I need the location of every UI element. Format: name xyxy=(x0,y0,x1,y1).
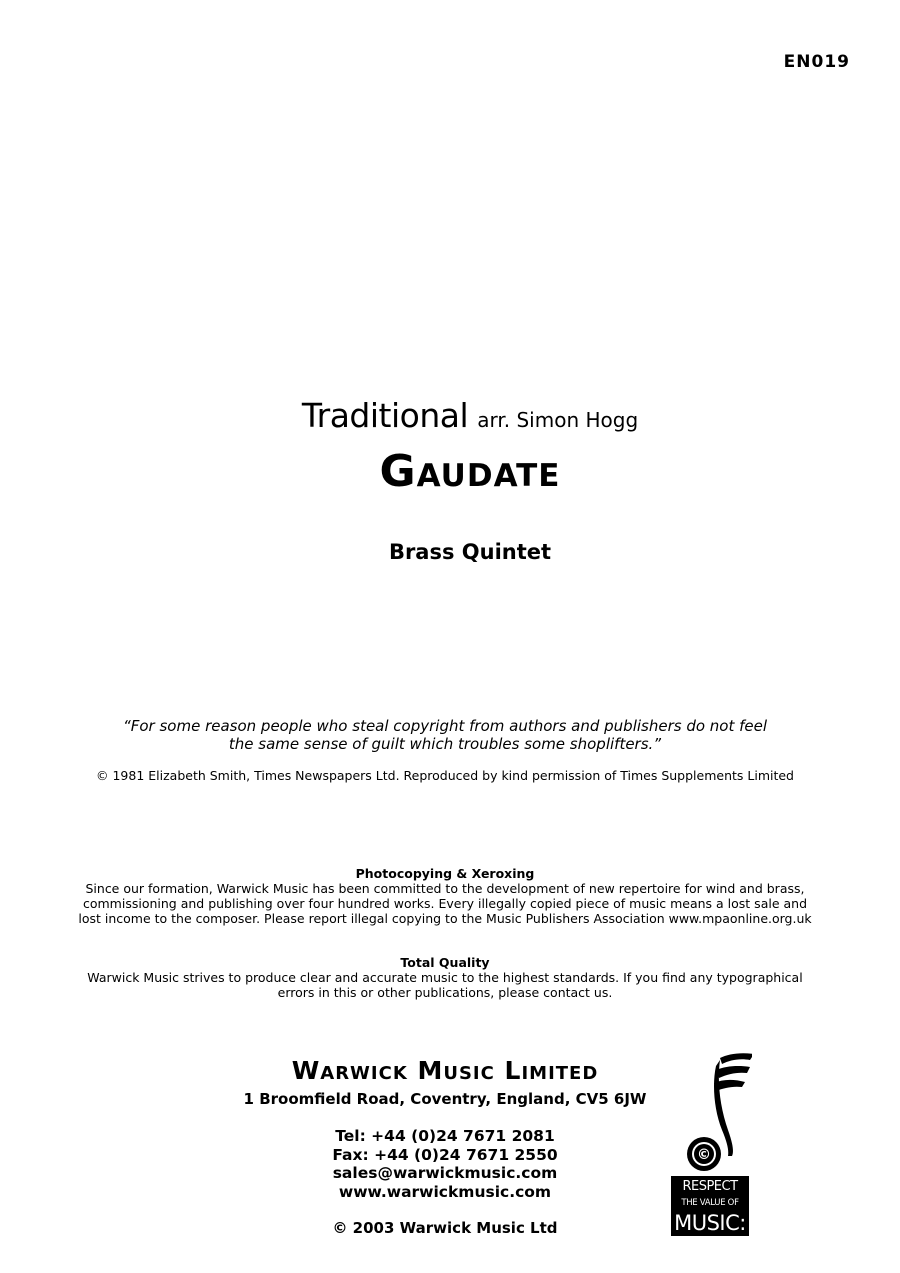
website-link[interactable]: www.warwickmusic.com xyxy=(338,1182,552,1201)
quote-line: the same sense of guilt which troubles some shoplifters.” xyxy=(228,735,662,753)
notice-heading: Total Quality xyxy=(400,955,490,970)
quality-notice xyxy=(0,955,890,1000)
publisher-contacts xyxy=(0,1127,890,1201)
piece-title: Gaudate xyxy=(379,446,561,497)
catalog-number: EN019 xyxy=(783,52,850,72)
notice-line: Since our formation, Warwick Music has been committed to the development of new repertoire for wind and brass, xyxy=(85,881,805,896)
composer: Traditional xyxy=(301,396,469,435)
photocopying-notice xyxy=(0,866,890,926)
composer-line xyxy=(0,396,900,435)
notice-line: lost income to the composer. Please report illegal copying to the Music Publishers Association www.mpaonline.org.uk xyxy=(78,911,812,926)
email-link[interactable]: sales@warwickmusic.com xyxy=(332,1164,558,1182)
quote-line: “For some reason people who steal copyright from authors and publishers do not feel xyxy=(122,717,768,735)
copyright-symbol: © xyxy=(697,1147,711,1163)
telephone: Tel: +44 (0)24 7671 2081 xyxy=(335,1127,555,1145)
copyright-line: © 2003 Warwick Music Ltd xyxy=(332,1219,558,1237)
logo-line: THE VALUE OF xyxy=(681,1198,739,1208)
arranger: arr. Simon Hogg xyxy=(477,408,639,432)
notice-line: Warwick Music strives to produce clear and accurate music to the highest standards. If you find any typographical xyxy=(87,970,803,985)
notice-line: errors in this or other publications, please contact us. xyxy=(277,985,613,1000)
copyright-quote xyxy=(0,717,890,753)
respect-music-logo xyxy=(670,1052,752,1238)
instrumentation: Brass Quintet xyxy=(388,540,552,564)
notice-line: commissioning and publishing over four hundred works. Every illegally copied piece of music means a lost sale and xyxy=(82,896,808,911)
notice-heading: Photocopying & Xeroxing xyxy=(355,866,535,881)
logo-line: RESPECT xyxy=(682,1179,738,1194)
logo-line: MUSIC: xyxy=(674,1211,746,1235)
logo-text-box xyxy=(671,1176,749,1236)
publisher-address: 1 Broomfield Road, Coventry, England, CV5 6JW xyxy=(243,1090,647,1108)
publisher-name: Warwick Music Limited xyxy=(291,1056,599,1085)
fax: Fax: +44 (0)24 7671 2550 xyxy=(332,1145,558,1164)
music-note-copyright-icon xyxy=(670,1052,752,1178)
quote-credit: © 1981 Elizabeth Smith, Times Newspapers Ltd. Reproduced by kind permission of Times Supplements Limited xyxy=(96,768,794,783)
